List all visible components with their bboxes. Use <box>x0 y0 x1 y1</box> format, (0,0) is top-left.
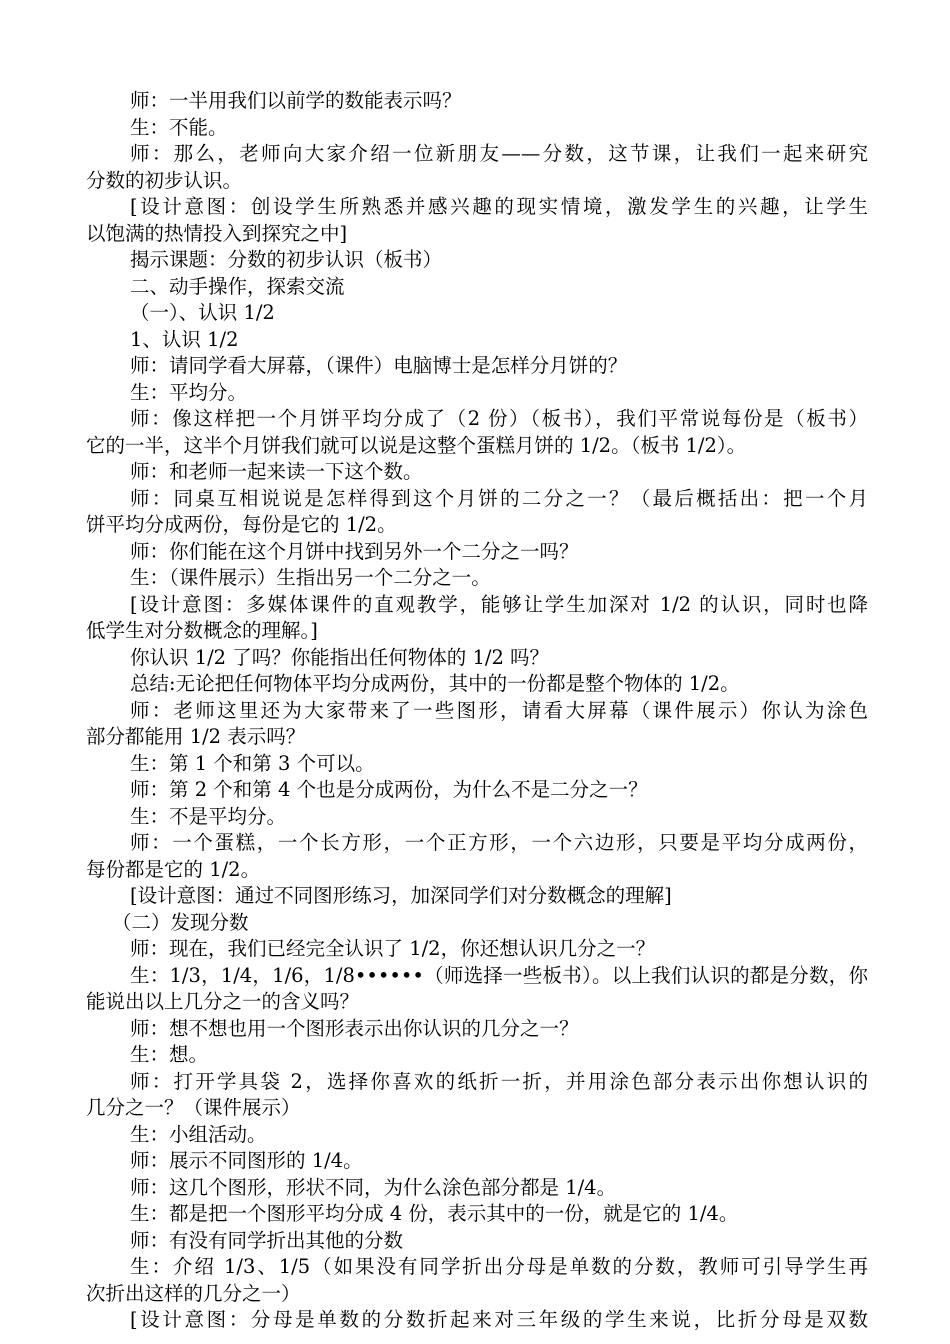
subsection-heading: 1、认识 1/2 <box>130 327 239 351</box>
text-line: 师：一半用我们以前学的数能表示吗？ <box>130 89 462 112</box>
text-line: [设计意图：创设学生所熟悉并感兴趣的现实情境，激发学生的兴趣，让学生 <box>130 195 868 218</box>
text-line: 师：一个蛋糕，一个长方形，一个正方形，一个六边形，只要是平均分成两份， <box>130 831 868 854</box>
text-line: 生：1/3，1/4，1/6，1/8••••••（师选择一些板书）。以上我们认识的都是分数，你 <box>130 963 868 987</box>
text-line: 饼平均分成两份，每份是它的 1/2。 <box>86 513 397 536</box>
text-line: 生：都是把一个图形平均分成 4 份，表示其中的一份，就是它的 1/4。 <box>130 1202 739 1225</box>
text-line: 总结:无论把任何物体平均分成两份，其中的一份都是整个物体的 1/2。 <box>130 672 740 695</box>
text-line: [设计意图：分母是单数的分数折起来对三年级的学生来说，比折分母是双数 <box>130 1308 868 1331</box>
document-body <box>86 88 868 1334</box>
text-line: 揭示课题：分数的初步认识（板书） <box>130 248 443 271</box>
text-line: 师：打开学具袋 2，选择你喜欢的纸折一折，并用涂色部分表示出你想认识的 <box>130 1069 868 1093</box>
text-line: 生：小组活动。 <box>130 1122 267 1146</box>
text-line: 生：（课件展示）生指出另一个二分之一。 <box>130 566 491 589</box>
text-line: 每份都是它的 1/2。 <box>86 857 261 881</box>
text-line: 部分都能用 1/2 表示吗？ <box>86 725 306 748</box>
text-line: 生：想。 <box>130 1043 209 1066</box>
section-heading: 二、动手操作，探索交流 <box>130 274 345 298</box>
text-line: 生：不能。 <box>130 115 228 139</box>
text-line: [设计意图：多媒体课件的直观教学，能够让学生加深对 1/2 的认识，同时也降 <box>130 592 868 616</box>
text-line: 生：平均分。 <box>130 380 248 404</box>
text-line: 分数的初步认识。 <box>86 168 243 192</box>
text-line: 师：那么，老师向大家介绍一位新朋友——分数，这节课，让我们一起来研究 <box>130 142 868 165</box>
text-line: 师：这几个图形，形状不同，为什么涂色部分都是 1/4。 <box>130 1175 617 1199</box>
text-line: 生：介绍 1/3、1/5（如果没有同学折出分母是单数的分数，教师可引导学生再 <box>130 1255 868 1278</box>
text-line: 你认识 1/2 了吗？你能指出任何物体的 1/2 吗？ <box>130 645 550 669</box>
text-line: 师：像这样把一个月饼平均分成了（2 份）（板书），我们平常说每份是（板书） <box>130 407 868 430</box>
text-line: [设计意图：通过不同图形练习，加深同学们对分数概念的理解] <box>130 884 672 907</box>
text-line: 师：第 2 个和第 4 个也是分成两份，为什么不是二分之一？ <box>130 778 648 801</box>
text-line: 师：有没有同学折出其他的分数 <box>130 1228 404 1252</box>
text-line: 几分之一？（课件展示） <box>86 1096 301 1119</box>
text-line: 师：想不想也用一个图形表示出你认识的几分之一？ <box>130 1016 579 1040</box>
text-line: 它的一半，这半个月饼我们就可以说是这整个蛋糕月饼的 1/2。（板书 1/2）。 <box>86 433 747 457</box>
text-line: 师：老师这里还为大家带来了一些图形，请看大屏幕（课件展示）你认为涂色 <box>130 698 868 722</box>
text-line: 师：和老师一起来读一下这个数。 <box>130 460 423 483</box>
subsection-heading: （二）发现分数 <box>112 910 249 934</box>
text-line: 以饱满的热情投入到探究之中] <box>86 221 348 245</box>
text-line: 能说出以上几分之一的含义吗？ <box>86 990 360 1013</box>
text-line: 师：现在，我们已经完全认识了 1/2，你还想认识几分之一？ <box>130 937 656 960</box>
text-line: 生：不是平均分。 <box>130 804 287 828</box>
text-line: 师：展示不同图形的 1/4。 <box>130 1149 363 1172</box>
text-line: 生：第 1 个和第 3 个可以。 <box>130 751 375 775</box>
subsection-heading: （一）、认识 1/2 <box>130 301 275 324</box>
text-line: 低学生对分数概念的理解。] <box>86 619 318 642</box>
text-line: 师：同桌互相说说是怎样得到这个月饼的二分之一？（最后概括出：把一个月 <box>130 486 868 510</box>
text-line: 师：请同学看大屏幕，（课件）电脑博士是怎样分月饼的？ <box>130 354 628 377</box>
text-line: 次折出这样的几分之一） <box>86 1281 301 1305</box>
text-line: 师：你们能在这个月饼中找到另外一个二分之一吗？ <box>130 539 579 563</box>
